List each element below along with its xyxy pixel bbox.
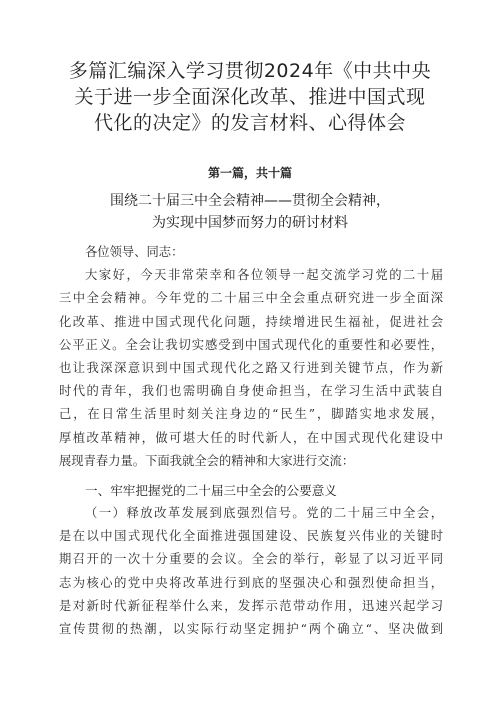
document-title-line: 代化的决定》的发言材料、心得体会 [93, 112, 406, 134]
body-line: 时代的青年，我们也需明确自身使命担当，在学习生活中武装自 [59, 384, 443, 399]
paragraph-one [59, 502, 443, 641]
part-label: 第一篇，共十篇 [207, 166, 292, 180]
body-line: 展现青春力量。下面我就全会的精神和大家进行交流： [59, 453, 355, 468]
body-line: 大家好，今天非常荣幸和各位领导一起交流学习党的二十届 [85, 268, 443, 283]
salutation: 各位领导、同志： [85, 245, 184, 259]
document-title-line: 多篇汇编深入学习贯彻2024年《中共中央 [68, 60, 432, 82]
heading-one: 一、牢牢把握党的二十届三中全会的公要意义 [85, 483, 337, 498]
body-line: （一）释放改革发展到底强烈信号。党的二十届三中全会， [85, 506, 443, 520]
body-line: 是在以中国式现代化全面推进强国建设、民族复兴伟业的关键时 [59, 529, 443, 544]
body-line: 也让我深深意识到中国式现代化之路又行进到关键节点，作为新 [59, 361, 443, 376]
body-line: 厚植改革精神，做可堪大任的时代新人，在中国式现代化建设中 [59, 430, 443, 445]
section-title-line: 围绕二十届三中全会精神——贯彻全会精神， [110, 193, 390, 209]
body-line: 公平正义。全会让我切实感受到中国式现代化的重要性和必要性， [59, 337, 443, 352]
body-line: 三中全会精神。今年党的二十届三中全会重点研究进一步全面深 [59, 291, 443, 306]
body-line: 己，在日常生活里时刻关注身边的“民生”，脚踏实地求发展， [59, 407, 443, 422]
body-line: 是对新时代新征程举什么来，发挥示范带动作用，迅速兴起学习 [59, 598, 443, 613]
body-line: 宣传贯彻的热潮，以实际行动坚定拥护“两个确立“、坚决做到 [59, 622, 443, 637]
body-line: 期召开的一次十分重要的会议。全会的举行，彰显了以习近平同 [59, 552, 443, 567]
body-line: 化改革、推进中国式现代化问题，持续增进民生福祉，促进社会 [59, 314, 443, 329]
intro-block [59, 241, 443, 473]
body-line: 志为核心的党中央将改革进行到底的坚强决心和强烈使命担当， [59, 575, 443, 590]
section-title-line: 为实现中国梦而努力的研讨材料 [152, 215, 348, 231]
document-title-line: 关于进一步全面深化改革、推进中国式现 [74, 86, 426, 108]
document-title [50, 58, 450, 136]
section-title [0, 190, 500, 234]
